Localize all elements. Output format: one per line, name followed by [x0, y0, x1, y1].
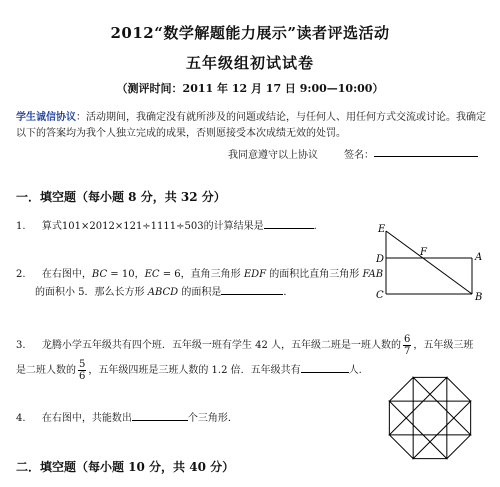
answer-blank[interactable]	[221, 284, 283, 295]
question-text: ，五年级三班	[413, 340, 474, 351]
segment-eb-line	[386, 231, 472, 294]
exam-time: （测评时间：2011 年 12 月 17 日 9:00—10:00）	[116, 82, 384, 95]
paper-subtitle: 五年级组初试试卷	[185, 54, 314, 72]
question-text: 的面积是	[178, 287, 222, 298]
label-e: E	[378, 224, 386, 235]
question-text: = 6，直角三角形	[159, 269, 244, 280]
question-text: ，五年级四班是三班人数的 1.2 倍．五年级共有	[88, 365, 301, 376]
question-text: 是二班人数的	[16, 365, 76, 376]
label-a: A	[475, 252, 482, 263]
question-number: 1.	[16, 221, 26, 232]
question-text-end: 个三角形．	[187, 413, 238, 424]
agree-statement: 我同意遵守以上协议	[228, 150, 318, 161]
question-text: 龙腾小学五年级共有四个班．五年级一班有学生 42 人，五年级二班是一班人数的	[41, 340, 402, 351]
fraction-five-sixths: $\frac{5}{6}$	[79, 359, 86, 382]
question-text: = 10，	[107, 269, 145, 280]
question-text-end: ．	[313, 221, 324, 232]
triangle-edf: EDF	[243, 269, 267, 280]
question-number: 4.	[16, 413, 26, 424]
label-b: B	[475, 292, 482, 303]
question-text-end: 人.	[348, 365, 362, 376]
question-1	[16, 218, 324, 236]
question-text: 在右图中，	[41, 269, 92, 280]
rectangle-abcd: ABCD	[147, 287, 179, 298]
honesty-agreement	[16, 110, 494, 142]
segment-ec: EC	[144, 269, 160, 280]
signature-label: 签名：	[344, 150, 374, 161]
answer-blank[interactable]	[301, 362, 349, 373]
question-number: 3.	[16, 340, 26, 351]
section-1-title: 一．填空题（每小题 8 分，共 32 分）	[16, 190, 226, 204]
question-4	[16, 410, 238, 428]
fraction-six-sevenths: $\frac{6}{7}$	[404, 334, 411, 357]
triangle-fab: FAB	[362, 269, 384, 280]
answer-blank[interactable]	[264, 218, 314, 229]
question-text: 的面积比直角三角形	[266, 269, 363, 280]
question-text: 算式101×2012×121÷1111÷503的计算结果是	[41, 221, 264, 232]
figure-rectangle-triangle	[372, 222, 482, 304]
question-text-end: ．	[283, 287, 294, 298]
label-d: D	[376, 254, 385, 265]
question-number: 2.	[16, 269, 26, 280]
honesty-label: 学生诚信协议	[16, 112, 76, 123]
signature-line[interactable]	[374, 156, 478, 157]
question-text: 在右图中，共能数出	[41, 413, 132, 424]
segment-bc: BC	[91, 269, 108, 280]
label-f: F	[420, 247, 427, 258]
answer-blank[interactable]	[132, 410, 188, 421]
paper-title: 2012“数学解题能力展示”读者评选活动	[110, 24, 390, 42]
honesty-text: ：活动期间，我确定没有就所涉及的问题或结论，与任何人、用任何方式交流或讨论。我确定以下的答案均为我个人独立完成的成果，否则愿接受本次成绩无效的处罚。	[16, 112, 486, 139]
octagon-outline	[389, 377, 470, 458]
figure-octagon-star	[382, 370, 478, 466]
question-2	[16, 266, 384, 302]
question-text: 的面积小 5．那么长方形	[35, 287, 148, 298]
section-2-title: 二．填空题（每小题 10 分，共 40 分）	[16, 460, 235, 474]
label-c: C	[376, 290, 384, 301]
